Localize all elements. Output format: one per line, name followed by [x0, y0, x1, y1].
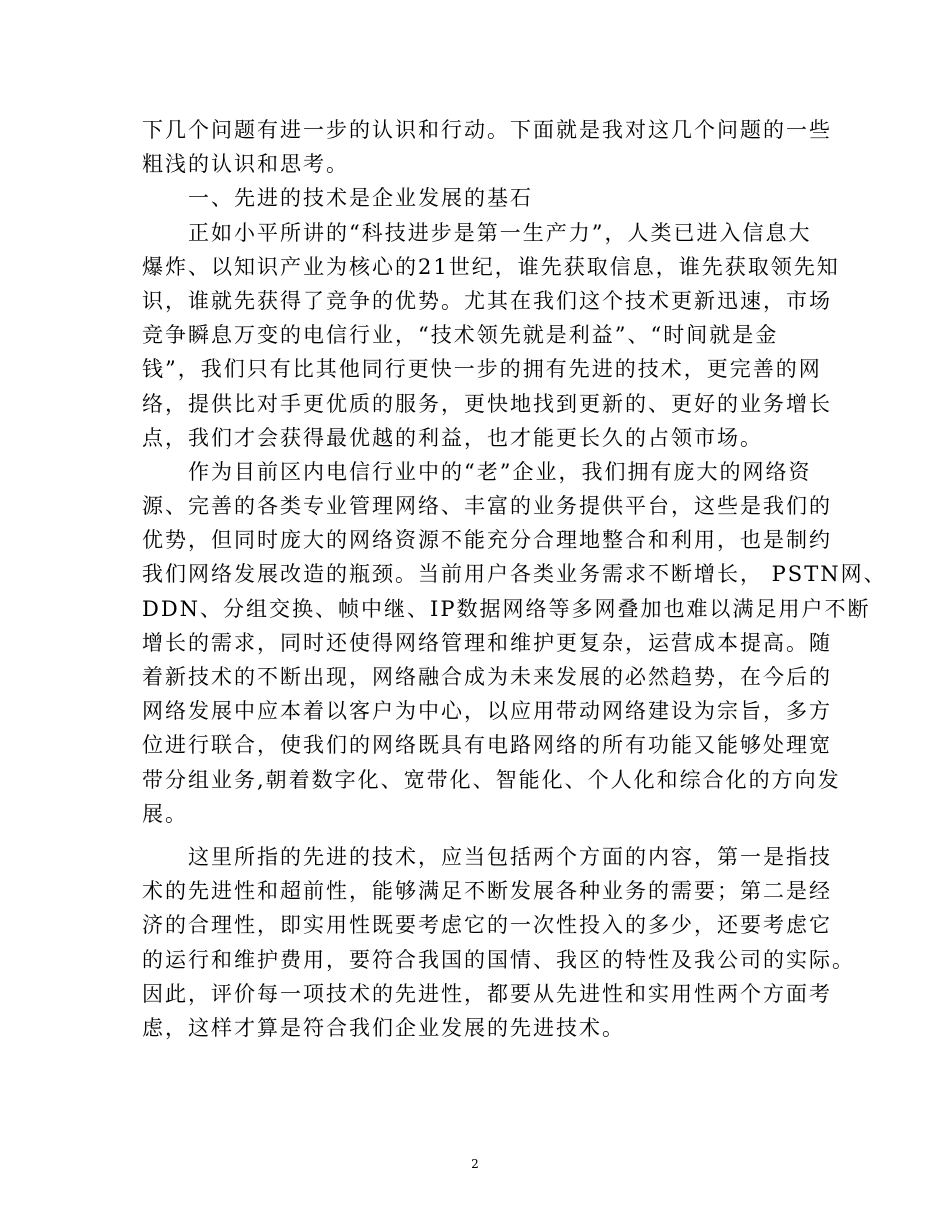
text-line: 我们网络发展改造的瓶颈。当前用户各类业务需求不断增长， PSTN网、 [142, 562, 887, 587]
text-line: 位进行联合，使我们的网络既具有电路网络的所有功能又能够处理宽 [142, 733, 832, 758]
text-line: 这里所指的先进的技术，应当包括两个方面的内容，第一是指技 [142, 844, 832, 869]
text-line: 虑，这样才算是符合我们企业发展的先进技术。 [142, 1015, 625, 1040]
text-line: 粗浅的认识和思考。 [142, 152, 349, 177]
text-line: 网络发展中应本着以客户为中心，以应用带动网络建设为宗旨，多方 [142, 699, 832, 724]
text-line: 带分组业务,朝着数字化、宽带化、智能化、个人化和综合化的方向发 [142, 767, 841, 792]
text-line: 源、完善的各类专业管理网络、丰富的业务提供平台，这些是我们的 [142, 494, 832, 519]
text-line: 的运行和维护费用，要符合我国的国情、我区的特性及我公司的实际。 [142, 947, 855, 972]
text-line: 爆炸、以知识产业为核心的21世纪，谁先获取信息，谁先获取领先知 [142, 254, 840, 279]
text-line: 点，我们才会获得最优越的利益，也才能更长久的占领市场。 [142, 425, 763, 450]
text-line: DDN、分组交换、帧中继、IP数据网络等多网叠加也难以满足用户不断 [142, 596, 871, 621]
text-line: 作为目前区内电信行业中的“老”企业，我们拥有庞大的网络资 [142, 459, 812, 484]
text-line: 展。 [142, 801, 188, 826]
text-line: 增长的需求，同时还使得网络管理和维护更复杂，运营成本提高。随 [142, 630, 832, 655]
section-heading: 一、先进的技术是企业发展的基石 [142, 186, 533, 211]
text-line: 络，提供比对手更优质的服务，更快地找到更新的、更好的业务增长 [142, 391, 832, 416]
text-line: 钱”，我们只有比其他同行更快一步的拥有先进的技术，更完善的网 [142, 357, 822, 382]
text-line: 术的先进性和超前性，能够满足不断发展各种业务的需要；第二是经 [142, 879, 832, 904]
text-line: 着新技术的不断出现，网络融合成为未来发展的必然趋势，在今后的 [142, 665, 832, 689]
text-line: 济的合理性，即实用性既要考虑它的一次性投入的多少，还要考虑它 [142, 913, 832, 938]
document-body [142, 113, 887, 1045]
text-line: 因此，评价每一项技术的先进性，都要从先进性和实用性两个方面考 [142, 981, 832, 1006]
text-line: 正如小平所讲的“科技进步是第一生产力”，人类已进入信息大 [142, 220, 812, 245]
text-line: 竞争瞬息万变的电信行业，“技术领先就是利益”、“时间就是金 [142, 323, 779, 348]
text-line: 下几个问题有进一步的认识和行动。下面就是我对这几个问题的一些 [142, 118, 832, 142]
page-number: 2 [471, 1157, 479, 1171]
text-line: 优势，但同时庞大的网络资源不能充分合理地整合和利用，也是制约 [142, 528, 832, 553]
text-line: 识，谁就先获得了竞争的优势。尤其在我们这个技术更新迅速，市场 [142, 288, 832, 313]
